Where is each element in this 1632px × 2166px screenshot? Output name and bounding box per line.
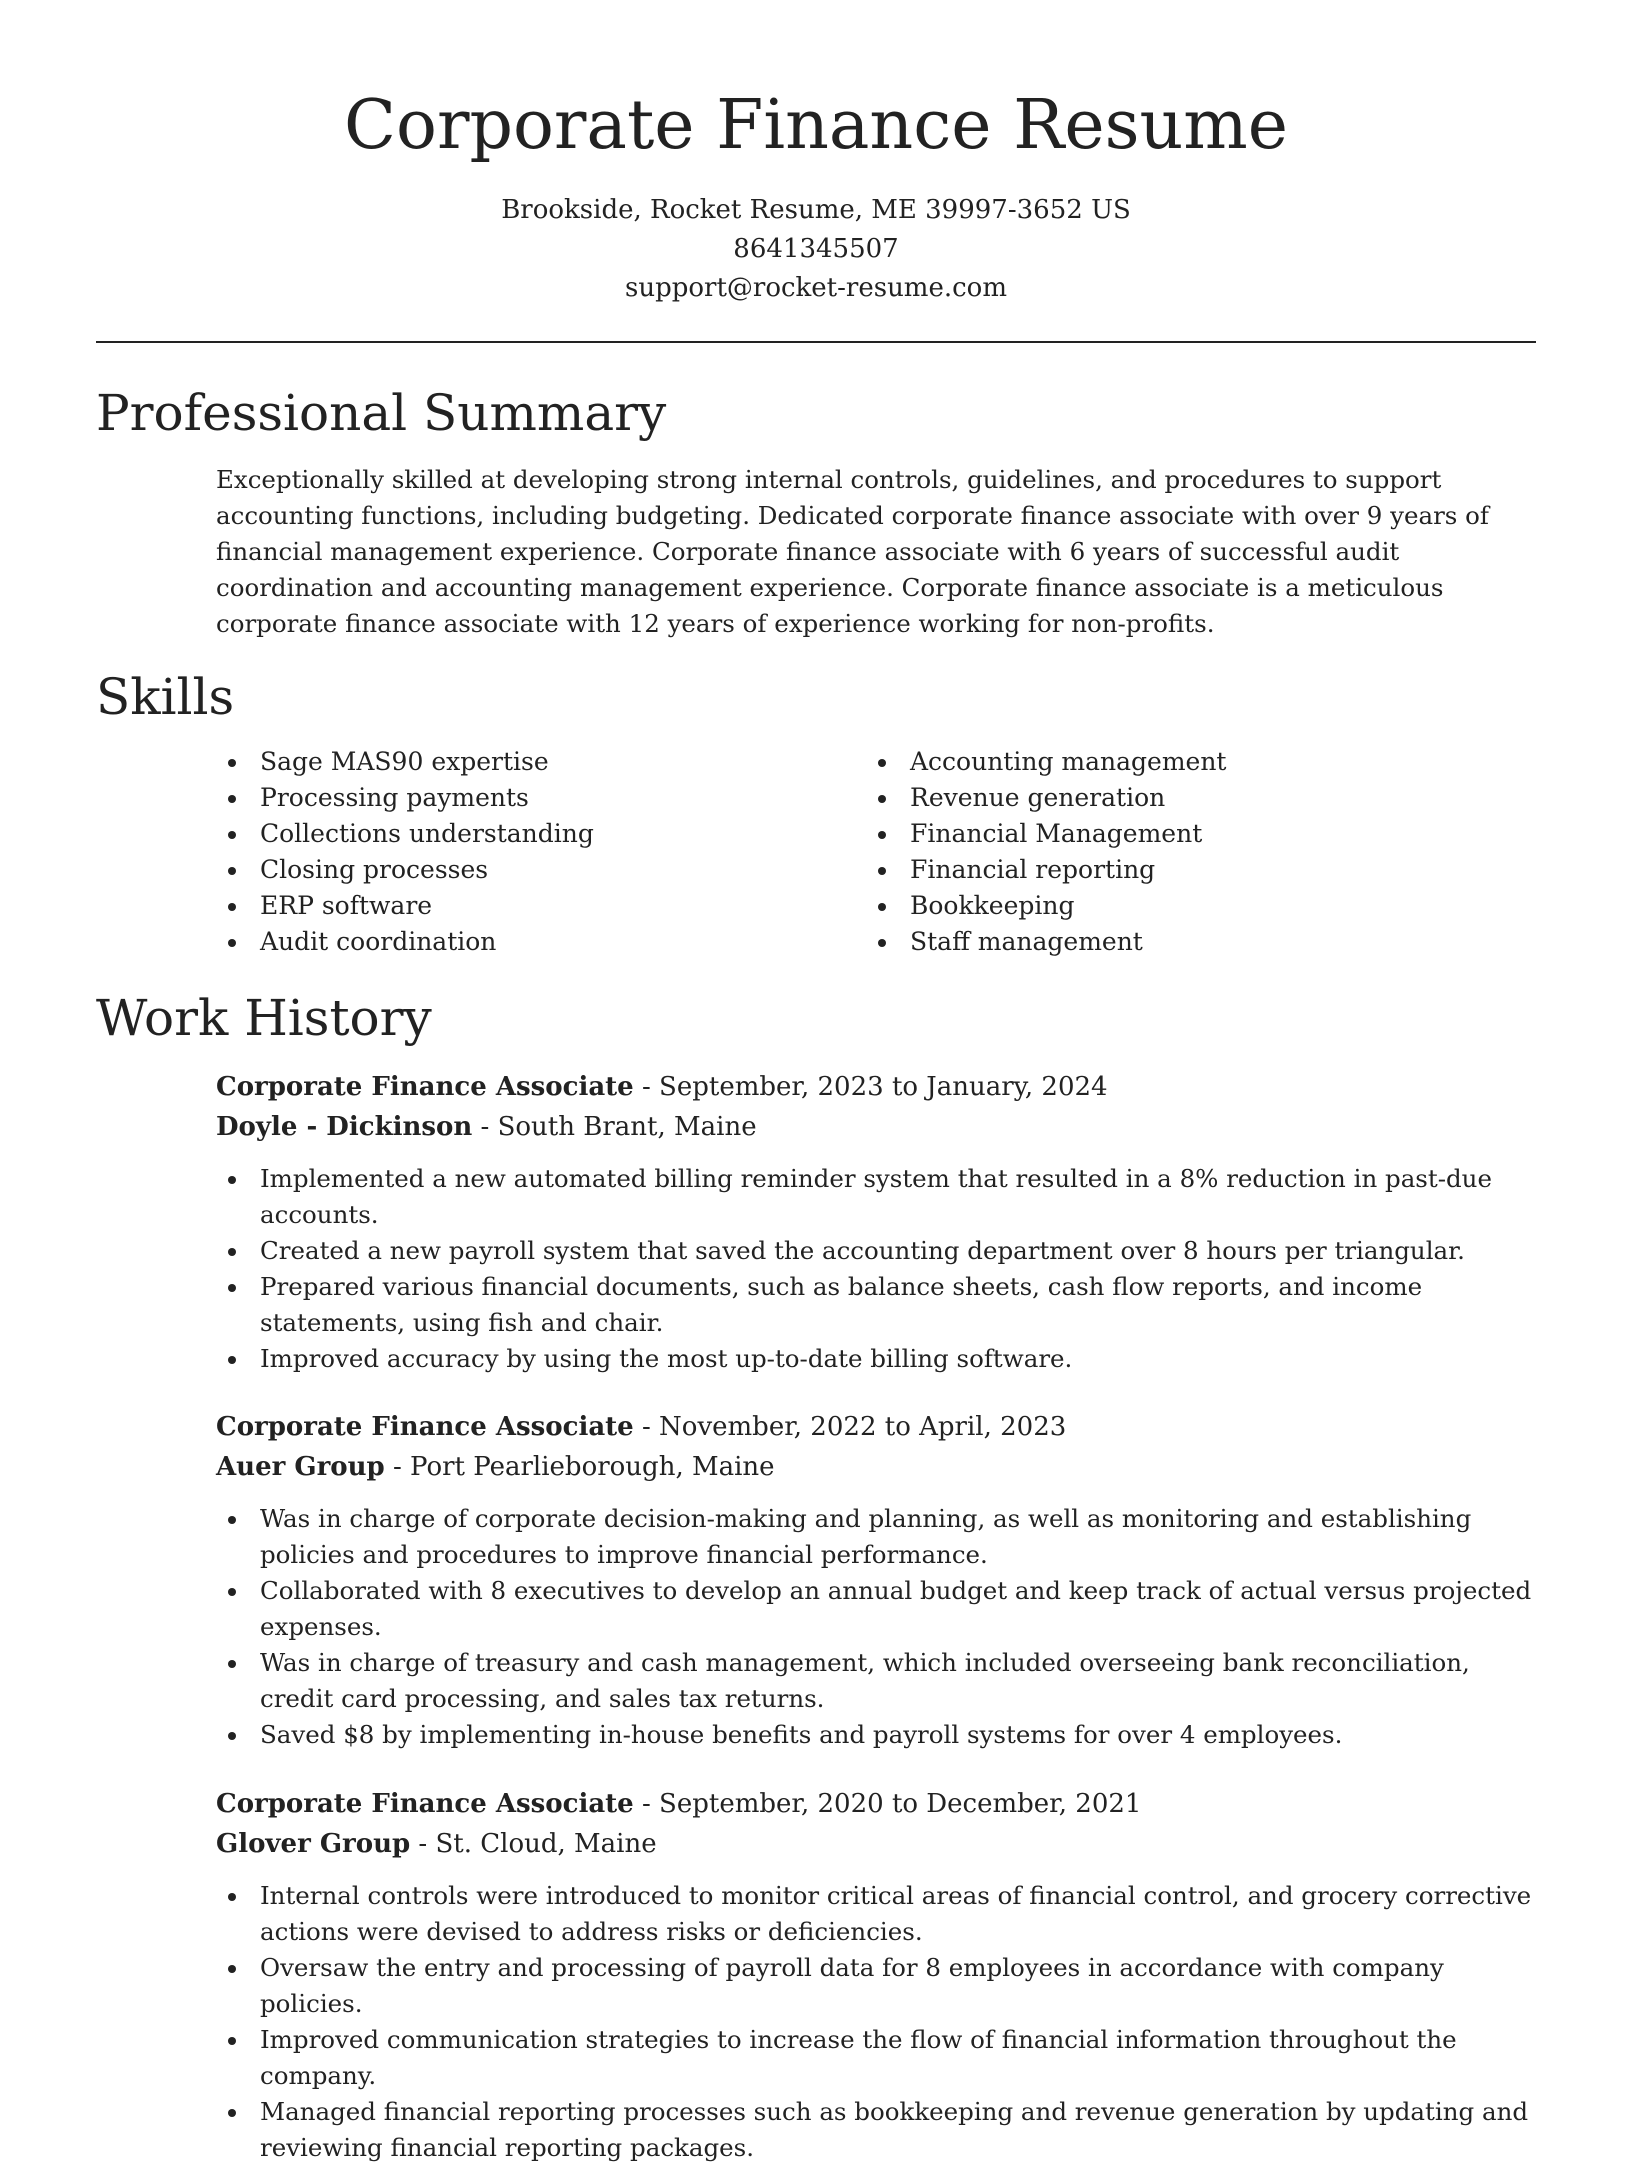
skill-item: Staff management: [866, 924, 1486, 960]
company-name: Auer Group: [216, 1452, 385, 1482]
resume-name: Corporate Finance Resume: [343, 86, 1289, 165]
skills-heading: Skills: [96, 668, 235, 726]
skill-item: Collections understanding: [216, 816, 836, 852]
job-bullet: Collaborated with 8 executives to develop an annual budget and keep track of actual versus projected expenses.: [216, 1573, 1536, 1645]
job-bullets: [216, 1161, 1536, 1377]
job-dates: September, 2020 to December, 2021: [659, 1789, 1142, 1819]
skill-item: ERP software: [216, 888, 836, 924]
skills-list-right: [866, 744, 1486, 960]
job-entry: [216, 1067, 1536, 1377]
skill-item: Processing payments: [216, 780, 836, 816]
job-company-line: Doyle - Dickinson - South Brant, Maine: [216, 1112, 757, 1142]
company-name: Doyle - Dickinson: [216, 1112, 473, 1142]
header-divider: [96, 341, 1536, 343]
job-bullets: [216, 1501, 1536, 1753]
skill-item: Revenue generation: [866, 780, 1486, 816]
job-bullet: Prepared various financial documents, such as balance sheets, cash flow reports, and income statements, using fish and chair.: [216, 1269, 1536, 1341]
job-title-line: Corporate Finance Associate - September, 2023 to January, 2024: [216, 1072, 1108, 1102]
job-bullet: Created a new payroll system that saved the accounting department over 8 hours per triangular.: [216, 1233, 1536, 1269]
job-bullet: Implemented a new automated billing reminder system that resulted in a 8% reduction in past-due accounts.: [216, 1161, 1536, 1233]
address: Brookside, Rocket Resume, ME 39997-3652 US: [501, 195, 1131, 225]
job-company-line: Glover Group - St. Cloud, Maine: [216, 1829, 657, 1859]
skill-item: Closing processes: [216, 852, 836, 888]
work-history-heading: Work History: [96, 989, 432, 1047]
job-dates: November, 2022 to April, 2023: [659, 1412, 1067, 1442]
skill-item: Bookkeeping: [866, 888, 1486, 924]
job-title: Corporate Finance Associate: [216, 1789, 634, 1819]
job-location: Port Pearlieborough, Maine: [410, 1452, 775, 1482]
summary-text: Exceptionally skilled at developing strong internal controls, guidelines, and procedures to support accounting functions, including budgeting. Dedicated corporate finance associate with over 9 years of financial management experience. Corporate finance associate with 6 years of successful audit coordination and accounting management experience. Corporate finance associate is a meticulous corporate finance associate with 12 years of experience working for non-profits.: [216, 465, 1489, 638]
job-title: Corporate Finance Associate: [216, 1412, 634, 1442]
job-company-line: Auer Group - Port Pearlieborough, Maine: [216, 1452, 775, 1482]
skill-item: Financial Management: [866, 816, 1486, 852]
job-title-line: Corporate Finance Associate - November, 2022 to April, 2023: [216, 1412, 1067, 1442]
job-bullet: Oversaw the entry and processing of payroll data for 8 employees in accordance with company policies.: [216, 1950, 1536, 2022]
job-location: South Brant, Maine: [497, 1112, 757, 1142]
job-bullet: Managed financial reporting processes such as bookkeeping and revenue generation by updating and reviewing financial reporting packages.: [216, 2094, 1536, 2166]
skill-item: Accounting management: [866, 744, 1486, 780]
job-location: St. Cloud, Maine: [435, 1829, 657, 1859]
company-name: Glover Group: [216, 1829, 411, 1859]
job-bullet: Improved accuracy by using the most up-to-date billing software.: [216, 1341, 1536, 1377]
job-bullet: Was in charge of corporate decision-making and planning, as well as monitoring and establishing policies and procedures to improve financial performance.: [216, 1501, 1536, 1573]
job-bullet: Improved communication strategies to increase the flow of financial information throughout the company.: [216, 2022, 1536, 2094]
phone-number: 8641345507: [733, 234, 899, 264]
job-bullet: Internal controls were introduced to monitor critical areas of financial control, and grocery corrective actions were devised to address risks or deficiencies.: [216, 1878, 1536, 1950]
job-bullet: Was in charge of treasury and cash management, which included overseeing bank reconciliation, credit card processing, and sales tax returns.: [216, 1645, 1536, 1717]
skill-item: Sage MAS90 expertise: [216, 744, 836, 780]
job-bullets: [216, 1878, 1536, 2166]
skill-item: Financial reporting: [866, 852, 1486, 888]
summary-heading: Professional Summary: [96, 384, 667, 442]
job-bullet: Saved $8 by implementing in-house benefits and payroll systems for over 4 employees.: [216, 1717, 1536, 1753]
job-entry: [216, 1784, 1536, 2166]
job-title-line: Corporate Finance Associate - September, 2020 to December, 2021: [216, 1789, 1142, 1819]
skill-item: Audit coordination: [216, 924, 836, 960]
job-dates: September, 2023 to January, 2024: [659, 1072, 1108, 1102]
job-entry: [216, 1407, 1536, 1753]
skills-list-left: [216, 744, 836, 960]
job-title: Corporate Finance Associate: [216, 1072, 634, 1102]
email-address: support@rocket-resume.com: [624, 273, 1007, 303]
